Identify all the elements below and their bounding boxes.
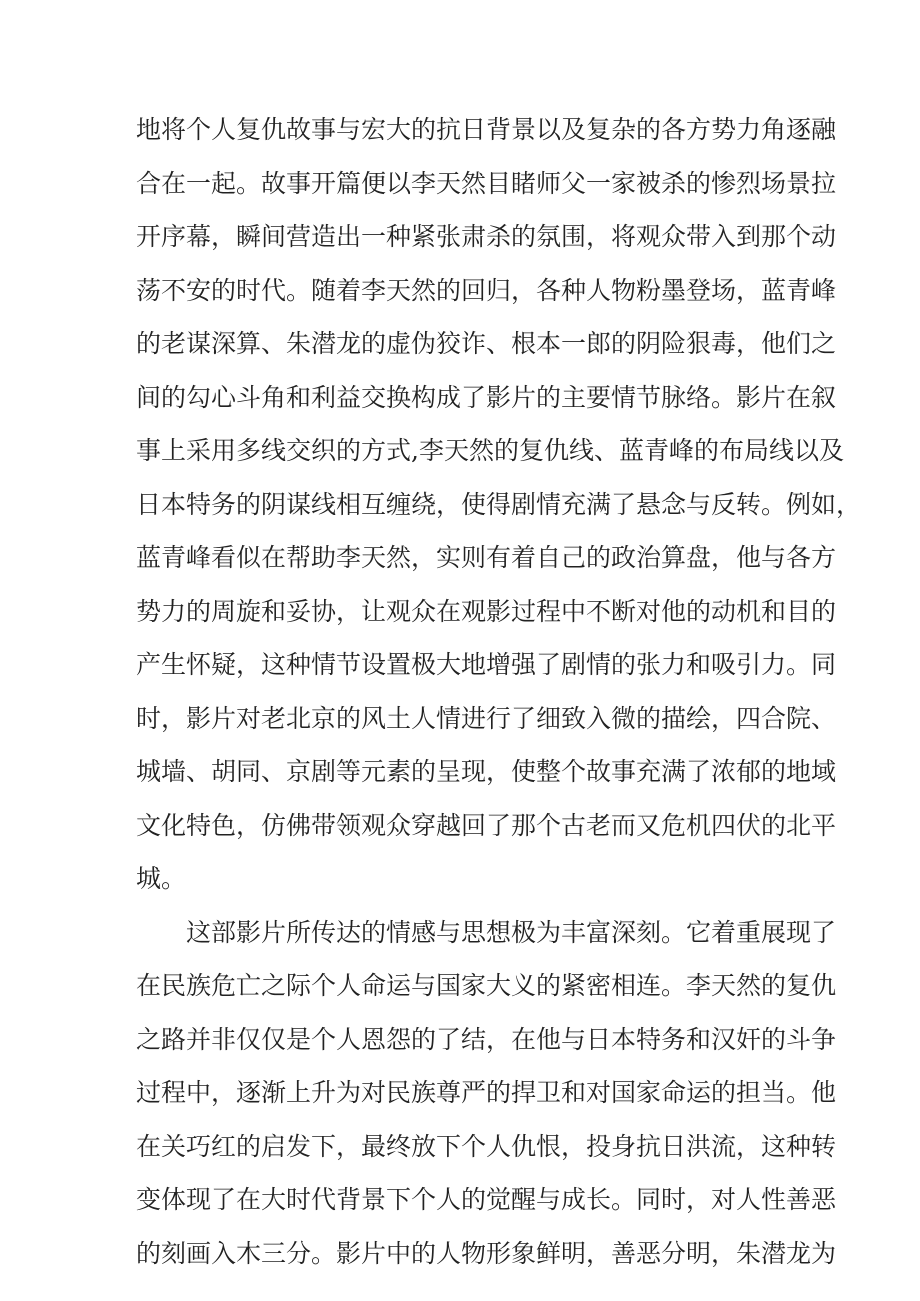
text-line: 文化特色，仿佛带领观众穿越回了那个古老而又危机四伏的北平 bbox=[136, 810, 837, 840]
text-line: 在民族危亡之际个人命运与国家大义的紧密相连。李天然的复仇 bbox=[136, 971, 837, 1000]
text-line: 这部影片所传达的情感与思想极为丰富深刻。它着重展现了 bbox=[136, 917, 837, 947]
text-line: 间的勾心斗角和利益交换构成了影片的主要情节脉络。影片在叙 bbox=[136, 382, 837, 412]
text-line: 过程中，逐渐上升为对民族尊严的捍卫和对国家命运的担当。他 bbox=[136, 1078, 837, 1107]
text-line: 势力的周旋和妥协，让观众在观影过程中不断对他的动机和目的 bbox=[136, 596, 837, 626]
text-line: 的老谋深算、朱潜龙的虚伪狡诈、根本一郎的阴险狠毒，他们之 bbox=[136, 329, 837, 358]
text-line: 荡不安的时代。随着李天然的回归，各种人物粉墨登场，蓝青峰 bbox=[136, 275, 837, 305]
paragraph-1 bbox=[136, 103, 862, 906]
text-line: 城。 bbox=[136, 864, 187, 893]
text-line: 合在一起。故事开篇便以李天然目睹师父一家被杀的惨烈场景拉 bbox=[136, 168, 837, 198]
text-line: 时，影片对老北京的风土人情进行了细致入微的描绘，四合院、 bbox=[136, 703, 837, 733]
text-line: 事上采用多线交织的方式,李天然的复仇线、蓝青峰的布局线以及 bbox=[136, 436, 844, 465]
text-line: 产生怀疑，这种情节设置极大地增强了剧情的张力和吸引力。同 bbox=[136, 650, 837, 679]
text-line: 变体现了在大时代背景下个人的觉醒与成长。同时，对人性善恶 bbox=[136, 1185, 837, 1214]
paragraph-2 bbox=[136, 906, 837, 1281]
text-line: 的刻画入木三分。影片中的人物形象鲜明，善恶分明，朱潜龙为 bbox=[136, 1238, 837, 1268]
text-line: 开序幕，瞬间营造出一种紧张肃杀的氛围，将观众带入到那个动 bbox=[136, 222, 837, 251]
text-line: 日本特务的阴谋线相互缠绕，使得剧情充满了悬念与反转。例如， bbox=[136, 489, 862, 519]
body-text bbox=[136, 103, 862, 1280]
text-line: 之路并非仅仅是个人恩怨的了结，在他与日本特务和汉奸的斗争 bbox=[136, 1024, 837, 1054]
text-line: 在关巧红的启发下，最终放下个人仇恨，投身抗日洪流，这种转 bbox=[136, 1131, 837, 1161]
text-line: 地将个人复仇故事与宏大的抗日背景以及复杂的各方势力角逐融 bbox=[136, 115, 837, 144]
text-line: 城墙、胡同、京剧等元素的呈现，使整个故事充满了浓郁的地域 bbox=[136, 757, 837, 786]
text-line: 蓝青峰看似在帮助李天然，实则有着自己的政治算盘，他与各方 bbox=[136, 543, 837, 572]
